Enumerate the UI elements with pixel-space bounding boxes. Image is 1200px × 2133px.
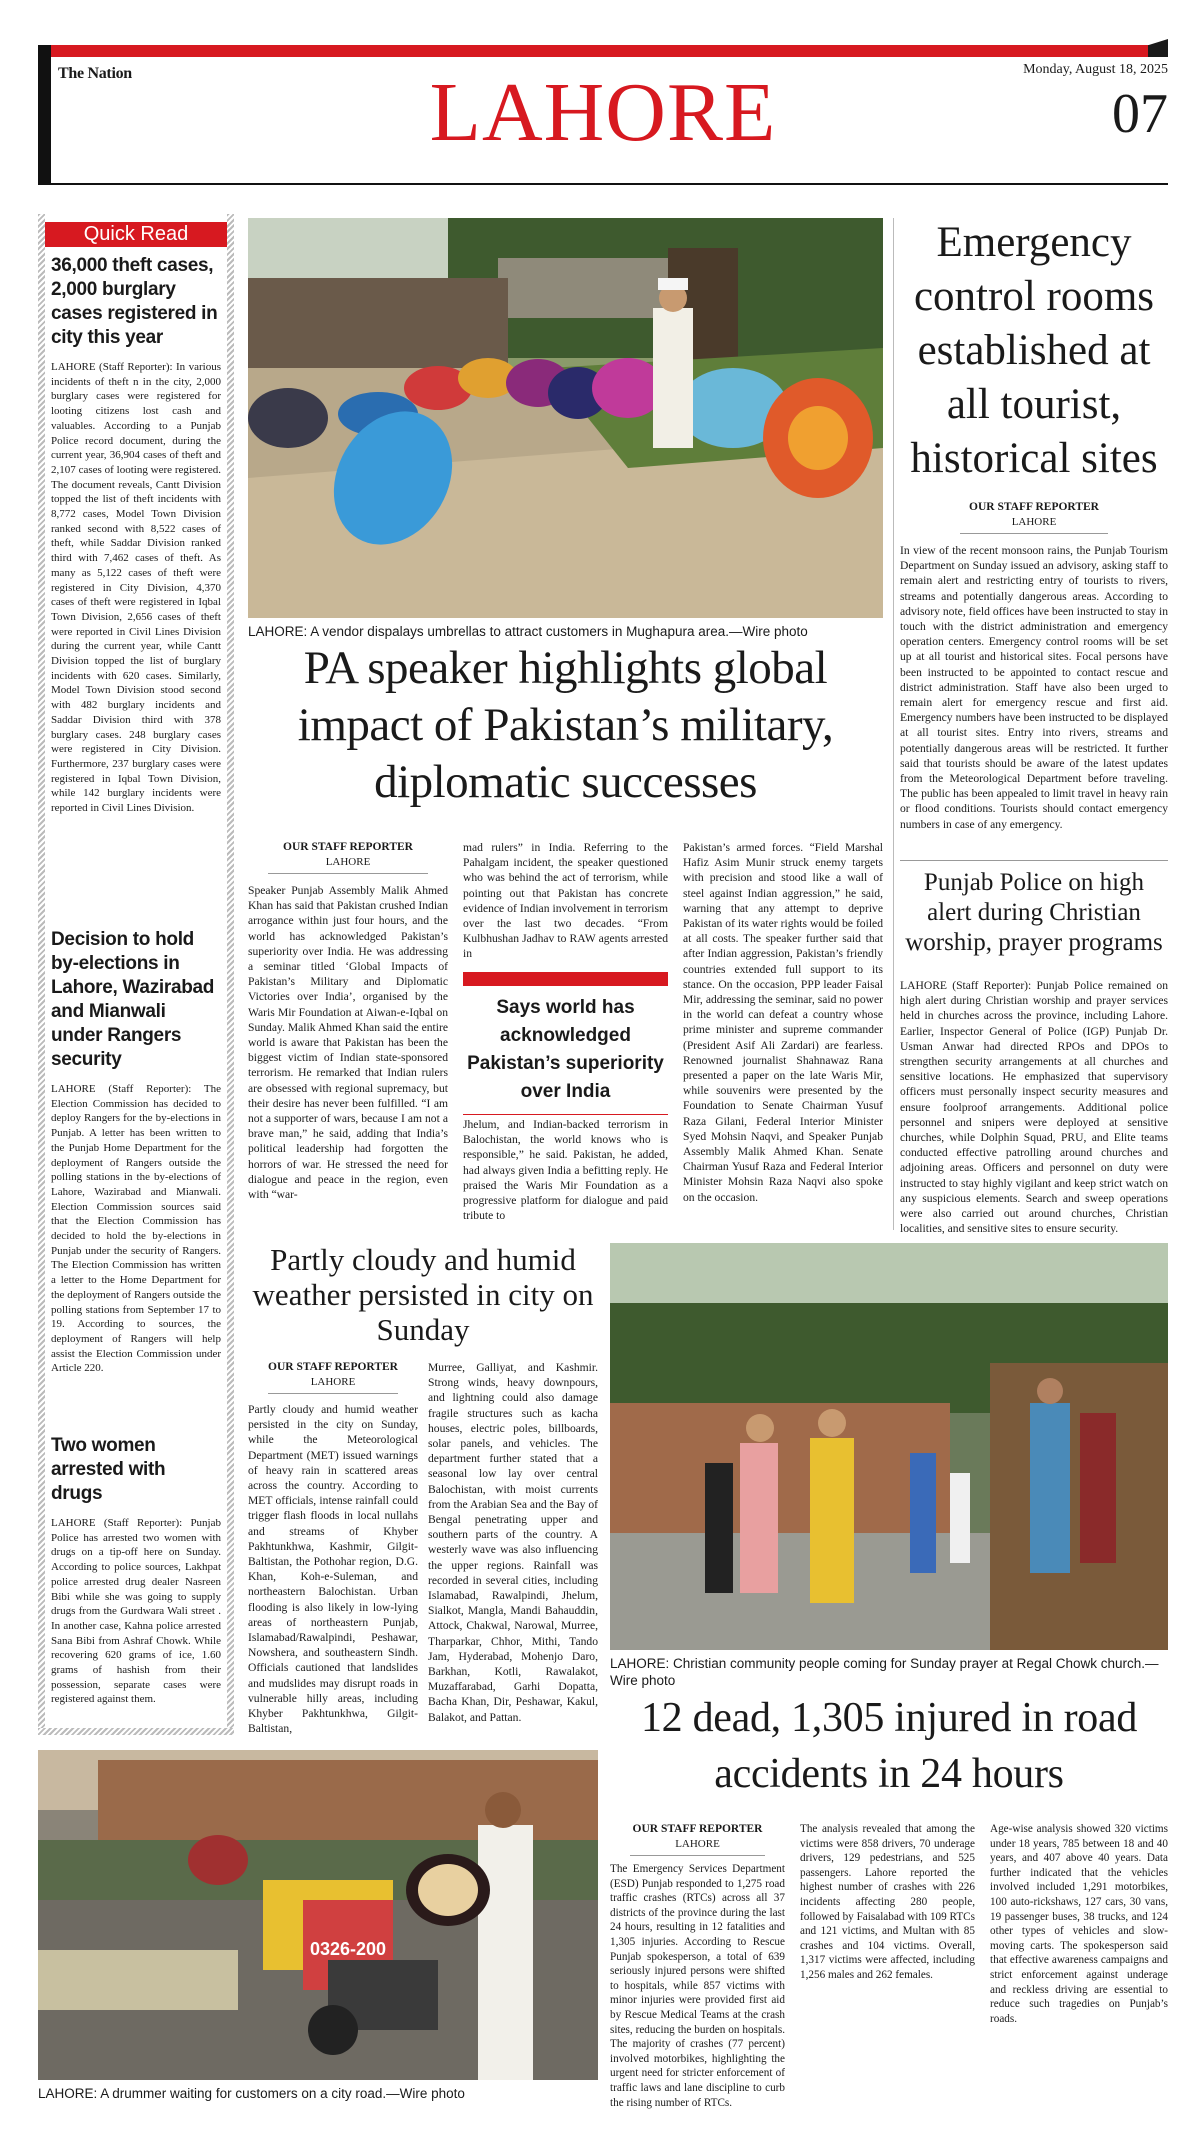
police-alert-body: LAHORE (Staff Reporter): Punjab Police remained on high alert during Christian worship and prayer services held in churches across the province, including Lahore. Earlier, Inspector General of Police (IGP) Punjab Dr. Usman Anwar had directed RPOs and DPOs to strengthen security arrangements at all churches and sensitive locations. He emphasized that supervisory officers must personally inspect security measures and ensure foolproof arrangements. Additional police personnel and snipers were deployed at sensitive churches, while Dolphin Squad, PRU, and Elite teams conducted effective patrolling around churches and adjoining areas. Officers and personnel on duty were instructed to stay highly vigilant and keep strict watch on any suspicious elements. Search and sweep operations were also carried out around churches, Christian localities, and sensitive sites to ensure security. (900, 979, 1168, 1236)
weather-byline-block (248, 1360, 418, 1394)
byline-rule (268, 1393, 398, 1394)
pa-speaker-dateline: LAHORE (325, 856, 371, 868)
column-divider (893, 218, 894, 1230)
pullquote-red-bar (463, 972, 668, 986)
emergency-byline-block (900, 500, 1168, 534)
drummer-photo-caption: LAHORE: A drummer waiting for customers on a city road.—Wire photo (38, 2086, 465, 2101)
masthead-bottom-rule (38, 183, 1168, 185)
page-number: 07 (1112, 83, 1168, 145)
emergency-byline: OUR STAFF REPORTER (969, 501, 1099, 513)
quick-read-headline: Two women arrested with drugs (51, 1435, 166, 1504)
accidents-headline: 12 dead, 1,305 injured in road accidents in 24 hours (640, 1695, 1138, 1797)
umbrella-photo-caption: LAHORE: A vendor dispalays umbrellas to attract customers in Mughapura area.—Wire photo (248, 624, 808, 639)
police-alert-headline: Punjab Police on high alert during Christian worship, prayer programs (905, 869, 1163, 956)
accidents-dateline: LAHORE (675, 1838, 720, 1850)
quick-read-body: LAHORE (Staff Reporter): The Election Commission has decided to deploy Rangers for the by-elections in Punjab. A letter has been written to the Punjab Home Department for the deployment of Rangers outside the polling stations in the by-elections of Lahore, Wazirabad and Mianwali. Election Commission sources said that the Election Commission has decided to hold the by-elections in Punjab under the security of Rangers. The Election Commission has written a letter to the Home Department for the deployment of Rangers outside the polling stations from September 17 to 19. According to sources, the deployment of Rangers will help assist the Election Commission under Article 220. (51, 1083, 221, 1375)
byline-rule (630, 1855, 765, 1856)
quick-read-headline: 36,000 theft cases, 2,000 burglary cases registered in city this year (51, 255, 218, 348)
sidebar-hatch-right (227, 214, 234, 1728)
section-rule (900, 860, 1168, 861)
pa-speaker-headline: PA speaker highlights global impact of Pakistan’s military, diplomatic successes (297, 642, 834, 808)
publication-name: The Nation (58, 65, 132, 82)
quick-read-item (51, 254, 221, 816)
pa-speaker-byline: OUR STAFF REPORTER (283, 841, 413, 853)
weather-headline: Partly cloudy and humid weather persisted in city on Sunday (252, 1242, 594, 1347)
accidents-byline: OUR STAFF REPORTER (632, 1823, 763, 1835)
accidents-body-3: Age-wise analysis showed 320 victims under 18 years, 785 between 18 and 40 years, and 407 above 40 years. Data further indicated that the vehicles involved included 1,291 motorbikes, 100 auto-rickshaws, 127 cars, 30 vans, 19 passenger buses, 38 trucks, and 124 other types of vehicles and slow-moving carts. The spokesperson said that effective awareness campaigns and strict enforcement against underage and reckless driving are essential to reduce such tragedies on Punjab’s roads. (990, 1823, 1168, 2025)
pa-speaker-body-2: mad rulers” in India. Referring to the Pahalgam incident, the speaker questioned who was behind the act of terrorism, while pointing out that Pakistan has concrete evidence of Indian involvement in terrorism over the last two decades. “From Kulbhushan Jadhav to RAW agents arrested in (463, 841, 668, 961)
weather-dateline: LAHORE (310, 1376, 356, 1388)
pa-speaker-byline-block (248, 840, 448, 874)
umbrella-photo (248, 218, 883, 618)
drummer-sign-number: 0326-200 (310, 1939, 387, 1959)
weather-body-2: Murree, Galliyat, and Kashmir. Strong winds, heavy downpours, and lightning could also damage fragile structures such as kacha houses, electric poles, billboards, solar panels, and vehicles. The department further stated that a seasonal low lay over central Balochistan, with moist currents from the Arabian Sea and the Bay of Bengal penetrating upper and southern parts of the country. A westerly wave was also influencing the upper regions. Rainfall was recorded in several cities, including Islamabad, Rawalpindi, Jhelum, Sialkot, Mangla, Mandi Bahauddin, Attock, Chakwal, Narowal, Murree, Tharparkar, Chhor, Mithi, Tando Jam, Hyderabad, Mohenjo Daro, Barkhan, Kotli, Rawalakot, Muzaffarabad, Garhi Dopatta, Bacha Khan, Dir, Peshawar, Kakul, Balakot, and Pattan. (428, 1361, 598, 1724)
pa-speaker-body-1: Speaker Punjab Assembly Malik Ahmed Khan has said that Pakistan crushed Indian arrogance within just four hours, and the world has acknowledged Pakistan’s superiority over India. He was addressing a seminar titled ‘Global Impacts of Pakistan’s Military and Diplomatic Victories over India’, organised by the Waris Mir Foundation at Aiwan-e-Iqbal on Sunday. Malik Ahmed Khan said the entire world is aware that Pakistan has been the biggest victim of Indian state-sponsored terrorism. He remarked that Indian rulers are obsessed with regional supremacy, but their desire has never been fulfilled. “I am not a supporter of wars, because I am not a brave man,” he said, adding that India’s political leadership had forgotten the horrors of war. He stressed the need for dialogue and peace in the region, even with “war- (248, 884, 448, 1202)
quick-read-label: Quick Read (45, 222, 227, 247)
masthead-corner-tab (1148, 39, 1168, 57)
weather-byline: OUR STAFF REPORTER (268, 1361, 398, 1373)
quick-read-headline: Decision to hold by-elections in Lahore, Wazirabad and Mianwali under Rangers security (51, 929, 215, 1070)
sidebar-hatch-left (38, 214, 45, 1728)
quick-read-body: LAHORE (Staff Reporter): In various incidents of theft n in the city, 2,000 burglary cases were registered for looting citizens lost cash and valuables. According to a Punjab Police record document, during the current year, 36,904 cases of theft and 2,107 cases of looting were registered. The document reveals, Cantt Division topped the list of theft incidents with 8,772 cases, Model Town Division ranked second with 8,522 cases of theft, while Saddar Division ranked third with 7,462 cases of theft. As many as 5,122 cases of theft were registered in City Division, 4,370 cases of theft were registered in Iqbal Town Division, 2,656 cases of theft were reported in Civil Lines Division during the current year, while Cantt Division topped the list of burglary incidents with 620 cases. Similarly, Model Town Division stood second with 482 burglary incidents and Saddar Division third with 378 burglary cases. 248 burglary cases were registered in City Division. Furthermore, 237 burglary cases were registered in Iqbal Town Division, while 142 burglary incidents were reported in Civil Lines Division. (51, 361, 221, 815)
pa-speaker-pullquote (463, 972, 668, 1112)
accidents-body-1: The Emergency Services Department (ESD) Punjab responded to 1,275 road traffic crashes (RTCs) across all 37 districts of the province during the last 24 hours, resulting in 12 fatalities and 1,305 injuries. According to Rescue Punjab spokesperson, a total of 639 seriously injured persons were shifted to hospitals, while 857 victims with minor injuries were provided first aid by Rescue Medical Teams at the crash sites, reducing the burden on hospitals. The majority of crashes (77 percent) involved motorbikes, highlighting the urgent need for stricter enforcement of traffic laws and lane discipline to curb the rising number of RTCs. (610, 1863, 785, 2109)
church-photo-image (610, 1243, 1168, 1650)
sidebar-hatch-bottom (38, 1728, 234, 1735)
masthead (38, 45, 1168, 185)
accidents-byline-block (610, 1822, 785, 1856)
quick-read-body: LAHORE (Staff Reporter): Punjab Police has arrested two women with drugs on a tip-off here on Sunday. According to police sources, Lakhpat police arrested drug dealer Nasreen Bibi while she was going to supply drugs from the Gurdwara Wali street . In another case, Kahna police arrested Sana Bibi from Ashraf Chowk. While recovering 620 grams of ice, 1.60 grams of hashish from their possession, separate cases were registered against them. (51, 1517, 221, 1706)
issue-date: Monday, August 18, 2025 (1023, 62, 1168, 77)
pa-speaker-body-4: Pakistan’s armed forces. “Field Marshal Hafiz Asim Munir struck enemy targets with precision and stood like a wall of steel against Indian aggression,” he said, warning that any attempt to deprive Pakistan of its water rights would be foiled at all costs. The speaker further said that after Indian aggression, Pakistan’s friendly countries extended full support to its stance. On the occasion, PPP leader Faisal Mir, addressing the seminar, said no power in the world can defeat a country whose prime minister and supreme commander (President Asif Ali Zardari) are fearless. Renowned journalist Shahnawaz Rana presented a paper on the late Waris Mir, while souvenirs were presented by the Foundation to Senate Chairman Yusuf Raza Gilani, Federal Interior Minister Syed Mohsin Naqvi, and Speaker Punjab Assembly Malik Ahmed Khan. Senate Chairman Yusuf Raza and Federal Interior Minister Mohsin Raza Naqvi also spoke on the occasion. (683, 841, 883, 1204)
masthead-top-bar (38, 45, 1168, 57)
byline-rule (268, 873, 428, 874)
pa-speaker-body-3: Jhelum, and Indian-backed terrorism in Balochistan, the world knows who is responsible,” he said. Pakistan, he added, had always given India a befitting reply. He praised the Waris Mir Foundation as a progressive platform for dialogue and paid tribute to (463, 1118, 668, 1223)
quick-read-item (51, 928, 221, 1376)
quick-read-sidebar (38, 214, 234, 1728)
emergency-headline: Emergency control rooms established at all tourist, historical sites (910, 219, 1158, 482)
church-photo-caption: LAHORE: Christian community people coming for Sunday prayer at Regal Chowk church.—Wire photo (610, 1656, 1159, 1688)
drummer-photo-image (38, 1750, 598, 2080)
umbrella-photo-image (248, 218, 883, 618)
accidents-body-2: The analysis revealed that among the victims were 858 drivers, 70 underage drivers, 129 pedestrians, and 525 passengers. Lahore reported the highest number of crashes with 226 incidents affecting 280 people, followed by Faisalabad with 109 RTCs and 121 victims, and Multan with 85 crashes and 104 victims. Overall, 1,317 victims were affected, including 1,256 males and 262 females. (800, 1823, 975, 1981)
section-title: LAHORE (429, 66, 777, 159)
drummer-photo (38, 1750, 598, 2080)
emergency-body: In view of the recent monsoon rains, the Punjab Tourism Department on Sunday issued an advisory, asking staff to remain alert and restricting entry of tourists to rivers, streams and potentially dangerous areas. According to advisory note, field offices have been instructed to stay in touch with the district administration and emergency operation centers. Emergency control rooms will be set up at all tourist and historical sites. Focal persons have been instructed to be appointed to contact rescue and district administration. Staff have also been urged to remain alert for emergency rescue and first aid. Emergency numbers have been instructed to be displayed at all tourist sites. Entry into rivers, streams and potentially dangerous areas will be restricted. It further said that tourists should be aware of the latest updates from the Meteorological Department before traveling. The public has been appealed to limit travel in heavy rain or flood conditions. Tourists should contact emergency numbers in case of any emergency. (900, 544, 1168, 831)
byline-rule (960, 533, 1108, 534)
pullquote-rule (463, 1114, 668, 1115)
church-photo (610, 1243, 1168, 1650)
quick-read-item (51, 1434, 221, 1707)
weather-body-1: Partly cloudy and humid weather persisted in the city on Sunday, while the Meteorological Department (MET) issued warnings of heavy rain in scattered areas across the country. According to MET officials, intense rainfall could trigger flash floods in local nullahs and streams of Khyber Pakhtunkhwa, Kashmir, Gilgit-Baltistan, the Pothohar region, D.G. Khan, Koh-e-Suleman, and northeastern Balochistan. Urban flooding is also likely in low-lying areas of northeastern Punjab, Islamabad/Rawalpindi, Peshawar, Nowshera, and southeastern Sindh. Officials cautioned that landslides and mudslides may disrupt roads in vulnerable hilly areas, including Khyber Pakhtunkhwa, Gilgit-Baltistan, (248, 1403, 418, 1736)
emergency-dateline: LAHORE (1011, 516, 1057, 528)
pullquote-text: Says world has acknowledged Pakistan’s superiority over India (467, 997, 664, 1102)
